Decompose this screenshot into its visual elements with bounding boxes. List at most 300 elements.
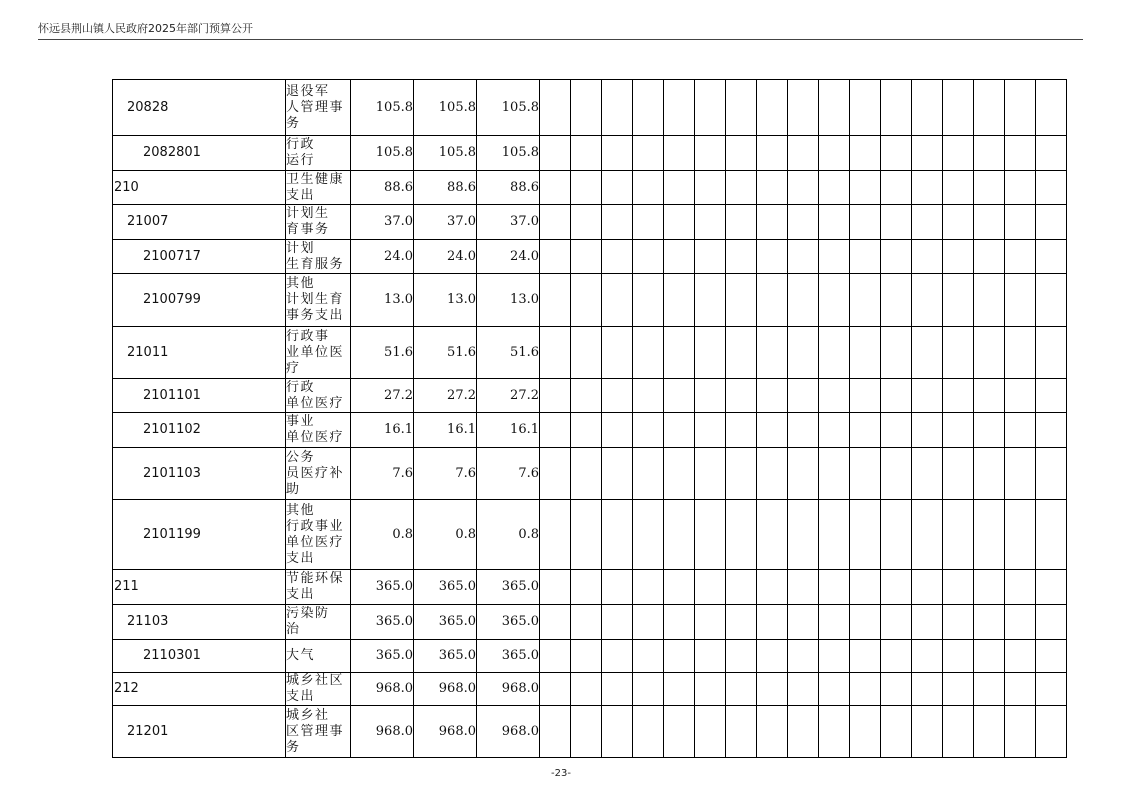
amount-cell: 105.8 bbox=[477, 136, 540, 171]
category-code-cell: 2101103 bbox=[113, 448, 286, 500]
empty-cell bbox=[602, 570, 633, 605]
amount-cell: 13.0 bbox=[414, 274, 477, 327]
empty-cell bbox=[974, 80, 1005, 136]
table-row bbox=[113, 640, 1067, 673]
empty-cell bbox=[912, 640, 943, 673]
empty-cell bbox=[602, 413, 633, 448]
category-name-line: 行政 bbox=[286, 137, 316, 152]
empty-cell bbox=[788, 500, 819, 570]
empty-cell bbox=[695, 240, 726, 274]
empty-cell bbox=[850, 640, 881, 673]
empty-cell bbox=[850, 274, 881, 327]
category-name-line: 单位医疗 bbox=[286, 395, 345, 411]
empty-cell bbox=[1036, 640, 1067, 673]
empty-cell bbox=[788, 673, 819, 706]
table-row bbox=[113, 274, 1067, 327]
empty-cell bbox=[912, 673, 943, 706]
empty-cell bbox=[1005, 448, 1036, 500]
empty-cell bbox=[881, 171, 912, 205]
empty-cell bbox=[726, 136, 757, 171]
category-name-line: 人管理事 bbox=[286, 99, 345, 115]
empty-cell bbox=[819, 640, 850, 673]
empty-cell bbox=[540, 706, 571, 758]
empty-cell bbox=[540, 80, 571, 136]
table-row bbox=[113, 500, 1067, 570]
empty-cell bbox=[1036, 570, 1067, 605]
empty-cell bbox=[1036, 500, 1067, 570]
empty-cell bbox=[726, 205, 757, 240]
category-name-line: 务 bbox=[286, 739, 301, 755]
empty-cell bbox=[633, 605, 664, 640]
empty-cell bbox=[788, 240, 819, 274]
empty-cell bbox=[850, 706, 881, 758]
category-name-line: 支出 bbox=[286, 187, 316, 203]
amount-cell: 16.1 bbox=[351, 413, 414, 448]
category-code-cell: 2100799 bbox=[113, 274, 286, 327]
empty-cell bbox=[664, 706, 695, 758]
amount-cell: 365.0 bbox=[477, 570, 540, 605]
empty-cell bbox=[695, 136, 726, 171]
empty-cell bbox=[850, 605, 881, 640]
empty-cell bbox=[943, 274, 974, 327]
empty-cell bbox=[633, 673, 664, 706]
empty-cell bbox=[1036, 171, 1067, 205]
empty-cell bbox=[633, 706, 664, 758]
amount-cell: 13.0 bbox=[477, 274, 540, 327]
empty-cell bbox=[819, 205, 850, 240]
amount-cell: 968.0 bbox=[477, 706, 540, 758]
table-row bbox=[113, 706, 1067, 758]
category-name-cell bbox=[286, 706, 351, 758]
empty-cell bbox=[633, 80, 664, 136]
category-name-line: 业单位医 bbox=[286, 344, 345, 360]
empty-cell bbox=[633, 640, 664, 673]
empty-cell bbox=[1036, 448, 1067, 500]
empty-cell bbox=[571, 605, 602, 640]
empty-cell bbox=[1005, 171, 1036, 205]
category-code-cell: 21103 bbox=[113, 605, 286, 640]
empty-cell bbox=[633, 205, 664, 240]
category-name-line: 城乡社区 bbox=[286, 673, 345, 688]
amount-cell: 51.6 bbox=[414, 327, 477, 379]
empty-cell bbox=[850, 448, 881, 500]
empty-cell bbox=[633, 171, 664, 205]
empty-cell bbox=[571, 570, 602, 605]
empty-cell bbox=[540, 240, 571, 274]
category-code-cell: 212 bbox=[113, 673, 286, 706]
category-name-line: 运行 bbox=[286, 153, 316, 168]
empty-cell bbox=[819, 605, 850, 640]
amount-cell: 51.6 bbox=[351, 327, 414, 379]
empty-cell bbox=[974, 673, 1005, 706]
empty-cell bbox=[819, 327, 850, 379]
empty-cell bbox=[726, 80, 757, 136]
amount-cell: 13.0 bbox=[351, 274, 414, 327]
empty-cell bbox=[881, 640, 912, 673]
empty-cell bbox=[819, 171, 850, 205]
empty-cell bbox=[633, 274, 664, 327]
category-name-cell bbox=[286, 327, 351, 379]
empty-cell bbox=[571, 171, 602, 205]
empty-cell bbox=[571, 379, 602, 413]
empty-cell bbox=[881, 379, 912, 413]
category-code-cell: 21007 bbox=[113, 205, 286, 240]
empty-cell bbox=[819, 240, 850, 274]
amount-cell: 968.0 bbox=[414, 673, 477, 706]
empty-cell bbox=[850, 171, 881, 205]
empty-cell bbox=[664, 570, 695, 605]
empty-cell bbox=[695, 205, 726, 240]
amount-cell: 88.6 bbox=[351, 171, 414, 205]
empty-cell bbox=[633, 379, 664, 413]
empty-cell bbox=[757, 673, 788, 706]
empty-cell bbox=[726, 448, 757, 500]
category-name-line: 退役军 bbox=[286, 83, 330, 99]
amount-cell: 88.6 bbox=[414, 171, 477, 205]
empty-cell bbox=[974, 240, 1005, 274]
category-code-cell: 2101101 bbox=[113, 379, 286, 413]
budget-table bbox=[112, 79, 1067, 758]
category-name-line: 单位医疗 bbox=[286, 430, 345, 445]
empty-cell bbox=[757, 240, 788, 274]
empty-cell bbox=[695, 500, 726, 570]
category-name-line: 行政事 bbox=[286, 328, 330, 344]
category-code-cell: 210 bbox=[113, 171, 286, 205]
empty-cell bbox=[602, 274, 633, 327]
amount-cell: 37.0 bbox=[414, 205, 477, 240]
empty-cell bbox=[1005, 413, 1036, 448]
empty-cell bbox=[1036, 673, 1067, 706]
empty-cell bbox=[881, 327, 912, 379]
amount-cell: 16.1 bbox=[414, 413, 477, 448]
empty-cell bbox=[881, 80, 912, 136]
empty-cell bbox=[664, 240, 695, 274]
empty-cell bbox=[912, 136, 943, 171]
amount-cell: 365.0 bbox=[477, 640, 540, 673]
empty-cell bbox=[757, 205, 788, 240]
table-row bbox=[113, 136, 1067, 171]
empty-cell bbox=[540, 171, 571, 205]
empty-cell bbox=[850, 673, 881, 706]
category-name-cell bbox=[286, 274, 351, 327]
empty-cell bbox=[633, 500, 664, 570]
category-name-line: 大气 bbox=[286, 648, 316, 663]
empty-cell bbox=[540, 205, 571, 240]
amount-cell: 365.0 bbox=[414, 605, 477, 640]
category-name-line: 公务 bbox=[286, 449, 316, 465]
empty-cell bbox=[850, 500, 881, 570]
empty-cell bbox=[726, 605, 757, 640]
empty-cell bbox=[974, 706, 1005, 758]
empty-cell bbox=[788, 379, 819, 413]
amount-cell: 27.2 bbox=[351, 379, 414, 413]
empty-cell bbox=[726, 413, 757, 448]
empty-cell bbox=[850, 570, 881, 605]
empty-cell bbox=[664, 136, 695, 171]
empty-cell bbox=[881, 448, 912, 500]
header-divider bbox=[38, 39, 1083, 40]
category-name-cell bbox=[286, 379, 351, 413]
amount-cell: 105.8 bbox=[351, 80, 414, 136]
category-name-line: 其他 bbox=[286, 502, 316, 518]
empty-cell bbox=[881, 136, 912, 171]
empty-cell bbox=[943, 640, 974, 673]
empty-cell bbox=[540, 448, 571, 500]
category-name-line: 计划生 bbox=[286, 206, 330, 221]
category-code-cell: 20828 bbox=[113, 80, 286, 136]
empty-cell bbox=[602, 640, 633, 673]
empty-cell bbox=[912, 327, 943, 379]
category-name-line: 助 bbox=[286, 481, 301, 497]
empty-cell bbox=[726, 327, 757, 379]
empty-cell bbox=[1005, 379, 1036, 413]
category-name-line: 计划 bbox=[286, 240, 316, 256]
empty-cell bbox=[881, 673, 912, 706]
empty-cell bbox=[943, 136, 974, 171]
amount-cell: 24.0 bbox=[414, 240, 477, 274]
empty-cell bbox=[943, 205, 974, 240]
empty-cell bbox=[695, 448, 726, 500]
category-name-line: 其他 bbox=[286, 276, 316, 291]
amount-cell: 105.8 bbox=[414, 80, 477, 136]
empty-cell bbox=[1036, 327, 1067, 379]
empty-cell bbox=[974, 570, 1005, 605]
empty-cell bbox=[664, 274, 695, 327]
empty-cell bbox=[912, 413, 943, 448]
category-name-line: 育事务 bbox=[286, 222, 330, 237]
empty-cell bbox=[602, 605, 633, 640]
empty-cell bbox=[726, 379, 757, 413]
empty-cell bbox=[1005, 706, 1036, 758]
category-name-cell bbox=[286, 448, 351, 500]
empty-cell bbox=[695, 327, 726, 379]
empty-cell bbox=[540, 274, 571, 327]
empty-cell bbox=[788, 570, 819, 605]
empty-cell bbox=[1005, 274, 1036, 327]
amount-cell: 0.8 bbox=[351, 500, 414, 570]
empty-cell bbox=[788, 136, 819, 171]
empty-cell bbox=[695, 413, 726, 448]
empty-cell bbox=[974, 136, 1005, 171]
empty-cell bbox=[974, 413, 1005, 448]
empty-cell bbox=[540, 570, 571, 605]
empty-cell bbox=[571, 413, 602, 448]
empty-cell bbox=[1005, 136, 1036, 171]
empty-cell bbox=[912, 706, 943, 758]
empty-cell bbox=[850, 379, 881, 413]
amount-cell: 27.2 bbox=[477, 379, 540, 413]
empty-cell bbox=[850, 205, 881, 240]
empty-cell bbox=[664, 640, 695, 673]
category-name-line: 区管理事 bbox=[286, 723, 345, 739]
empty-cell bbox=[633, 448, 664, 500]
empty-cell bbox=[974, 205, 1005, 240]
table-row bbox=[113, 413, 1067, 448]
empty-cell bbox=[695, 640, 726, 673]
empty-cell bbox=[633, 240, 664, 274]
amount-cell: 365.0 bbox=[414, 570, 477, 605]
empty-cell bbox=[602, 171, 633, 205]
empty-cell bbox=[757, 80, 788, 136]
amount-cell: 7.6 bbox=[351, 448, 414, 500]
category-name-cell bbox=[286, 80, 351, 136]
amount-cell: 7.6 bbox=[477, 448, 540, 500]
empty-cell bbox=[695, 673, 726, 706]
category-name-cell bbox=[286, 640, 351, 673]
empty-cell bbox=[664, 500, 695, 570]
table-row bbox=[113, 240, 1067, 274]
empty-cell bbox=[695, 171, 726, 205]
empty-cell bbox=[912, 448, 943, 500]
empty-cell bbox=[633, 413, 664, 448]
empty-cell bbox=[912, 274, 943, 327]
empty-cell bbox=[602, 205, 633, 240]
empty-cell bbox=[912, 570, 943, 605]
amount-cell: 0.8 bbox=[414, 500, 477, 570]
empty-cell bbox=[540, 605, 571, 640]
empty-cell bbox=[943, 413, 974, 448]
amount-cell: 968.0 bbox=[351, 706, 414, 758]
empty-cell bbox=[757, 448, 788, 500]
empty-cell bbox=[881, 500, 912, 570]
empty-cell bbox=[1005, 570, 1036, 605]
empty-cell bbox=[540, 327, 571, 379]
empty-cell bbox=[943, 327, 974, 379]
amount-cell: 105.8 bbox=[351, 136, 414, 171]
empty-cell bbox=[943, 570, 974, 605]
empty-cell bbox=[571, 673, 602, 706]
empty-cell bbox=[757, 640, 788, 673]
empty-cell bbox=[1005, 673, 1036, 706]
empty-cell bbox=[664, 205, 695, 240]
empty-cell bbox=[571, 500, 602, 570]
empty-cell bbox=[602, 448, 633, 500]
empty-cell bbox=[695, 379, 726, 413]
empty-cell bbox=[695, 706, 726, 758]
empty-cell bbox=[757, 274, 788, 327]
category-code-cell: 211 bbox=[113, 570, 286, 605]
amount-cell: 37.0 bbox=[477, 205, 540, 240]
category-name-line: 节能环保 bbox=[286, 571, 345, 586]
empty-cell bbox=[943, 80, 974, 136]
empty-cell bbox=[850, 240, 881, 274]
empty-cell bbox=[1036, 274, 1067, 327]
empty-cell bbox=[912, 379, 943, 413]
category-name-line: 行政 bbox=[286, 379, 316, 395]
empty-cell bbox=[540, 673, 571, 706]
category-name-line: 员医疗补 bbox=[286, 465, 345, 481]
empty-cell bbox=[974, 327, 1005, 379]
category-name-line: 污染防 bbox=[286, 606, 330, 621]
empty-cell bbox=[571, 274, 602, 327]
empty-cell bbox=[1036, 706, 1067, 758]
category-name-cell bbox=[286, 673, 351, 706]
empty-cell bbox=[974, 640, 1005, 673]
empty-cell bbox=[695, 274, 726, 327]
empty-cell bbox=[602, 379, 633, 413]
empty-cell bbox=[726, 171, 757, 205]
empty-cell bbox=[757, 327, 788, 379]
amount-cell: 105.8 bbox=[477, 80, 540, 136]
empty-cell bbox=[943, 448, 974, 500]
category-name-line: 支出 bbox=[286, 587, 316, 602]
category-name-cell bbox=[286, 500, 351, 570]
empty-cell bbox=[943, 240, 974, 274]
empty-cell bbox=[540, 500, 571, 570]
empty-cell bbox=[943, 379, 974, 413]
document-header: 怀远县荆山镇人民政府2025年部门预算公开 bbox=[38, 22, 253, 35]
empty-cell bbox=[974, 274, 1005, 327]
empty-cell bbox=[881, 240, 912, 274]
category-name-line: 务 bbox=[286, 115, 301, 131]
amount-cell: 105.8 bbox=[414, 136, 477, 171]
table-row bbox=[113, 80, 1067, 136]
category-code-cell: 2101199 bbox=[113, 500, 286, 570]
empty-cell bbox=[912, 80, 943, 136]
category-code-cell: 2082801 bbox=[113, 136, 286, 171]
amount-cell: 365.0 bbox=[351, 605, 414, 640]
empty-cell bbox=[602, 240, 633, 274]
empty-cell bbox=[912, 605, 943, 640]
category-name-line: 支出 bbox=[286, 689, 316, 704]
empty-cell bbox=[819, 413, 850, 448]
empty-cell bbox=[571, 80, 602, 136]
empty-cell bbox=[974, 171, 1005, 205]
empty-cell bbox=[757, 605, 788, 640]
empty-cell bbox=[695, 570, 726, 605]
empty-cell bbox=[819, 500, 850, 570]
empty-cell bbox=[602, 673, 633, 706]
empty-cell bbox=[788, 706, 819, 758]
amount-cell: 51.6 bbox=[477, 327, 540, 379]
empty-cell bbox=[571, 240, 602, 274]
empty-cell bbox=[540, 379, 571, 413]
empty-cell bbox=[726, 640, 757, 673]
empty-cell bbox=[943, 171, 974, 205]
empty-cell bbox=[1005, 205, 1036, 240]
empty-cell bbox=[664, 413, 695, 448]
empty-cell bbox=[943, 706, 974, 758]
empty-cell bbox=[757, 570, 788, 605]
empty-cell bbox=[695, 605, 726, 640]
empty-cell bbox=[881, 274, 912, 327]
empty-cell bbox=[912, 171, 943, 205]
empty-cell bbox=[881, 205, 912, 240]
category-name-cell bbox=[286, 240, 351, 274]
empty-cell bbox=[819, 570, 850, 605]
empty-cell bbox=[664, 379, 695, 413]
table-row bbox=[113, 379, 1067, 413]
empty-cell bbox=[850, 327, 881, 379]
empty-cell bbox=[1036, 205, 1067, 240]
empty-cell bbox=[912, 500, 943, 570]
amount-cell: 16.1 bbox=[477, 413, 540, 448]
amount-cell: 365.0 bbox=[414, 640, 477, 673]
empty-cell bbox=[788, 640, 819, 673]
table-row bbox=[113, 171, 1067, 205]
empty-cell bbox=[819, 274, 850, 327]
table-row bbox=[113, 327, 1067, 379]
category-name-cell bbox=[286, 136, 351, 171]
empty-cell bbox=[1036, 136, 1067, 171]
table-row bbox=[113, 673, 1067, 706]
category-name-line: 城乡社 bbox=[286, 707, 330, 723]
empty-cell bbox=[974, 448, 1005, 500]
category-name-cell bbox=[286, 413, 351, 448]
empty-cell bbox=[664, 605, 695, 640]
empty-cell bbox=[726, 274, 757, 327]
empty-cell bbox=[602, 80, 633, 136]
